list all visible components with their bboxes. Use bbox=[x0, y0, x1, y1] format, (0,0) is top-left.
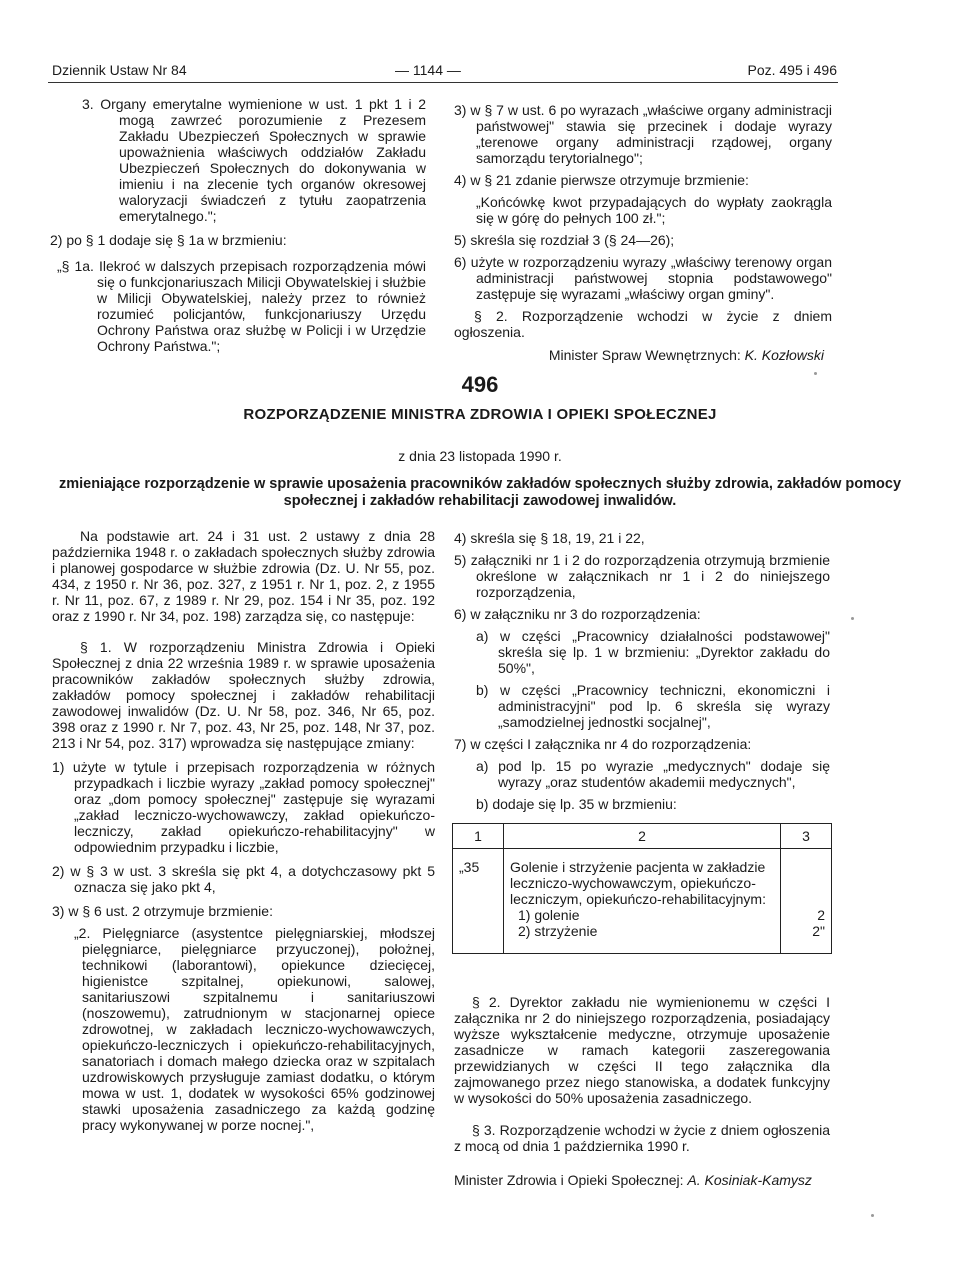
paragraph-change-3: 3) w § 6 ust. 2 otrzymuje brzmienie: bbox=[52, 903, 273, 919]
scan-speck bbox=[871, 1214, 874, 1217]
paragraph-item-3-right: 3) w § 7 w ust. 6 po wyrazach „właściwe organy administracji państwowej" stawia się przecinek i dodaje wyrazy „terenowe organy administracji rządowej, organy samorządu terytorialnego"; bbox=[454, 102, 832, 166]
paragraph-change-5: 5) załączniki nr 1 i 2 do rozporządzenia otrzymują brzmienie określone w załącznikach nr 1 i 2 do niniejszego rozporządzenia, bbox=[454, 552, 830, 600]
act-subject: zmieniające rozporządzenie w sprawie uposażenia pracowników zakładów społecznych służby zdrowia, zakładów pomocy społecznej i zakładów rehabilitacji zawodowej inwalidów. bbox=[58, 476, 902, 509]
top-right-column bbox=[454, 102, 832, 363]
signature-prefix: Minister Spraw Wewnętrznych: bbox=[548, 347, 745, 363]
paragraph-par-3: § 3. Rozporządzenie wchodzi w życie z dniem ogłoszenia z mocą od dnia 1 października 1990 r. bbox=[454, 1122, 830, 1154]
table-header-cell: 2 bbox=[504, 824, 781, 849]
bottom-right-closing bbox=[454, 994, 830, 1188]
lp-35-table bbox=[452, 823, 832, 954]
table-header-row bbox=[453, 824, 832, 849]
act-number: 496 bbox=[461, 372, 499, 397]
table-value-2: 2" bbox=[812, 923, 825, 939]
signature-prefix: Minister Zdrowia i Opieki Społecznej: bbox=[454, 1172, 688, 1188]
paragraph-change-4: 4) skreśla się § 18, 19, 21 i 22, bbox=[454, 530, 645, 546]
paragraph-par-2-top: § 2. Rozporządzenie wchodzi w życie z dniem ogłoszenia. bbox=[454, 308, 832, 340]
paragraph-change-3-text: „2. Pielęgniarce (asystentce pielęgniarskiej, młodszej pielęgniarce, pielęgniarce przyuczonej), położnej, technikowi (laborantowi), opiekunce dziecięcej, higienistce szpitalnej, opiekunowi, salowej, sanitariuszowi szpitalnemu i sanitariuszowi (noszowemu), zatrudnionym w stacjonarnej opiece zdrowotnej, w zakładach leczniczo-wychowawczych, opiekuńczo-leczniczych i opiekuńczo-rehabilitacyjnych, sanatoriach i domach małego dziecka oraz w szpitalach uzdrowiskowych przysługuje zamiast dodatku, o którym mowa w ust. 1, dodatek w wysokości 65% godzinowej stawki uposażenia zasadniczego za każdą godzinę pracy wykonywanej w porze nocnej.", bbox=[74, 925, 435, 1133]
paragraph-intro: Na podstawie art. 24 i 31 ust. 2 ustawy z dnia 28 października 1948 r. o zakładach społecznych służby zdrowia i planowej gospodarce w służbie zdrowia (Dz. U. Nr 55, poz. 434, z 1950 r. Nr 36, poz. 327, z 1951 r. Nr 1, poz. 2, z 1955 r. Nr 11, poz. 67, z 1989 r. Nr 29, poz. 154 i Nr 35, poz. 192 oraz z 1990 r. Nr 34, poz. 198) zarządza się, co następuje: bbox=[52, 528, 435, 624]
table-header-cell: 3 bbox=[781, 824, 832, 849]
scan-speck bbox=[814, 372, 817, 375]
top-left-column bbox=[50, 96, 426, 354]
header-rule bbox=[48, 82, 838, 83]
paragraph-change-6: 6) w załączniku nr 3 do rozporządzenia: bbox=[454, 606, 701, 622]
table-cell-description bbox=[504, 849, 781, 954]
paragraph-par-1: § 1. W rozporządzeniu Ministra Zdrowia i Opieki Społecznej z dnia 22 września 1989 r. w sprawie uposażenia pracowników zakładów społecznych służby zdrowia, zakładów pomocy społecznej i zakładów rehabilitacji zawodowej inwalidów (Dz. U. Nr 58, poz. 346, Nr 65, poz. 398 oraz z 1990 r. Nr 7, poz. 43, Nr 25, poz. 148, Nr 37, poz. 213 i Nr 54, poz. 317) wprowadza się następujące zmiany: bbox=[52, 639, 435, 751]
paragraph-change-6b: b) w części „Pracownicy techniczni, ekonomiczni i administracyjni" pod lp. 6 skreśla się wyrazy „samodzielnej jednostki socjalnej", bbox=[476, 682, 830, 730]
bottom-left-column bbox=[52, 528, 435, 1133]
signature-name: A. Kosiniak-Kamysz bbox=[687, 1172, 812, 1188]
position-reference: Poz. 495 i 496 bbox=[747, 62, 837, 78]
paragraph-item-4-text: „Końcówkę kwot przypadających do wypłaty zaokrągla się w górę do pełnych 100 zł."; bbox=[476, 194, 832, 226]
paragraph-change-2: 2) w § 3 w ust. 3 skreśla się pkt 4, a dotychczasowy pkt 5 oznacza się jako pkt 4, bbox=[52, 863, 435, 895]
table-sub-item-1: 1) golenie bbox=[518, 907, 580, 923]
table-row-description: Golenie i strzyżenie pacjenta w zakładzie leczniczo-wychowawczym, opiekuńczo-leczniczym, opiekuńczo-rehabilitacyjnym: bbox=[510, 859, 766, 907]
paragraph-item-2: 2) po § 1 dodaje się § 1a w brzmieniu: bbox=[50, 232, 287, 248]
paragraph-change-7b: b) dodaje się lp. 35 w brzmieniu: bbox=[476, 796, 677, 812]
paragraph-change-6a: a) w części „Pracownicy działalności podstawowej" skreśla się lp. 1 w brzmieniu: „Dyrektor zakładu do 50%", bbox=[476, 628, 830, 676]
act-title: ROZPORZĄDZENIE MINISTRA ZDROWIA I OPIEKI SPOŁECZNEJ bbox=[243, 406, 717, 423]
table-cell-value bbox=[781, 849, 832, 954]
signature-health-minister bbox=[454, 1172, 830, 1188]
journal-title: Dziennik Ustaw Nr 84 bbox=[52, 62, 187, 78]
paragraph-change-1: 1) użyte w tytule i przepisach rozporządzenia w różnych przypadkach i liczbie wyrazy „zakład pomocy społecznej" oraz „dom pomocy społecznej" zastępuje się wyrazami „zakład leczniczo-wychowawczy, zakład opiekuńczo-leczniczy, zakład opiekuńczo-rehabilitacyjny" w odpowiednim przypadku i liczbie, bbox=[52, 759, 435, 855]
paragraph-item-2-text: „§ 1a. Ilekroć w dalszych przepisach rozporządzenia mówi się o funkcjonariuszach Milicji Obywatelskiej i służbie w Milicji Obywatelskiej, należy przez to również rozumieć policjantów, funkcjonariuszy Urzędu Ochrony Państwa oraz służbę w Policji i w Urzędzie Ochrony Państwa."; bbox=[57, 258, 426, 354]
paragraph-par-2-bottom: § 2. Dyrektor zakładu nie wymienionemu w części I załącznika nr 2 do niniejszego rozporządzenia, posiadający wyższe wykształcenie medyczne, otrzymuje uposażenie zasadnicze w ramach kategorii zaszeregowania przewidzianych w części II tego załącznika dla zajmowanego przez niego stanowiska, a dodatek funkcyjny w wysokości do 50% uposażenia zasadniczego. bbox=[454, 994, 830, 1106]
scan-speck bbox=[851, 617, 854, 620]
table-header-cell: 1 bbox=[453, 824, 504, 849]
bottom-right-column bbox=[454, 530, 830, 812]
signature-interior-minister bbox=[454, 347, 832, 363]
paragraph-change-7a: a) pod lp. 15 po wyrazie „medycznych" dodaje się wyrazy „oraz studentów akademii medycznych", bbox=[476, 758, 830, 790]
paragraph-item-4: 4) w § 21 zdanie pierwsze otrzymuje brzmienie: bbox=[454, 172, 749, 188]
table-value-1: 2 bbox=[817, 907, 825, 923]
page-number: — 1144 — bbox=[395, 62, 461, 78]
paragraph-item-6: 6) użyte w rozporządzeniu wyrazy „właściwy terenowy organ administracji państwowej stopnia podstawowego" zastępuje się wyrazami „właściwy organ gminy". bbox=[454, 254, 832, 302]
act-date: z dnia 23 listopada 1990 r. bbox=[398, 448, 562, 464]
paragraph-item-5: 5) skreśla się rozdział 3 (§ 24—26); bbox=[454, 232, 675, 248]
table-row bbox=[453, 849, 832, 954]
table-sub-item-2: 2) strzyżenie bbox=[518, 923, 598, 939]
table-cell-lp: „35 bbox=[453, 849, 504, 954]
signature-name: K. Kozłowski bbox=[744, 347, 824, 363]
paragraph-change-7: 7) w części I załącznika nr 4 do rozporządzenia: bbox=[454, 736, 752, 752]
paragraph-item-3: 3. Organy emerytalne wymienione w ust. 1 pkt 1 i 2 mogą zawrzeć porozumienie z Prezesem Zakładu Ubezpieczeń Społecznych w sprawie upoważnienia właściwych oddziałów Zakładu Ubezpieczeń Społecznych do dokonywania w imieniu i na zlecenie tych organów okresowej waloryzacji świadczeń z tytułu zaopatrzenia emerytalnego."; bbox=[82, 96, 426, 224]
